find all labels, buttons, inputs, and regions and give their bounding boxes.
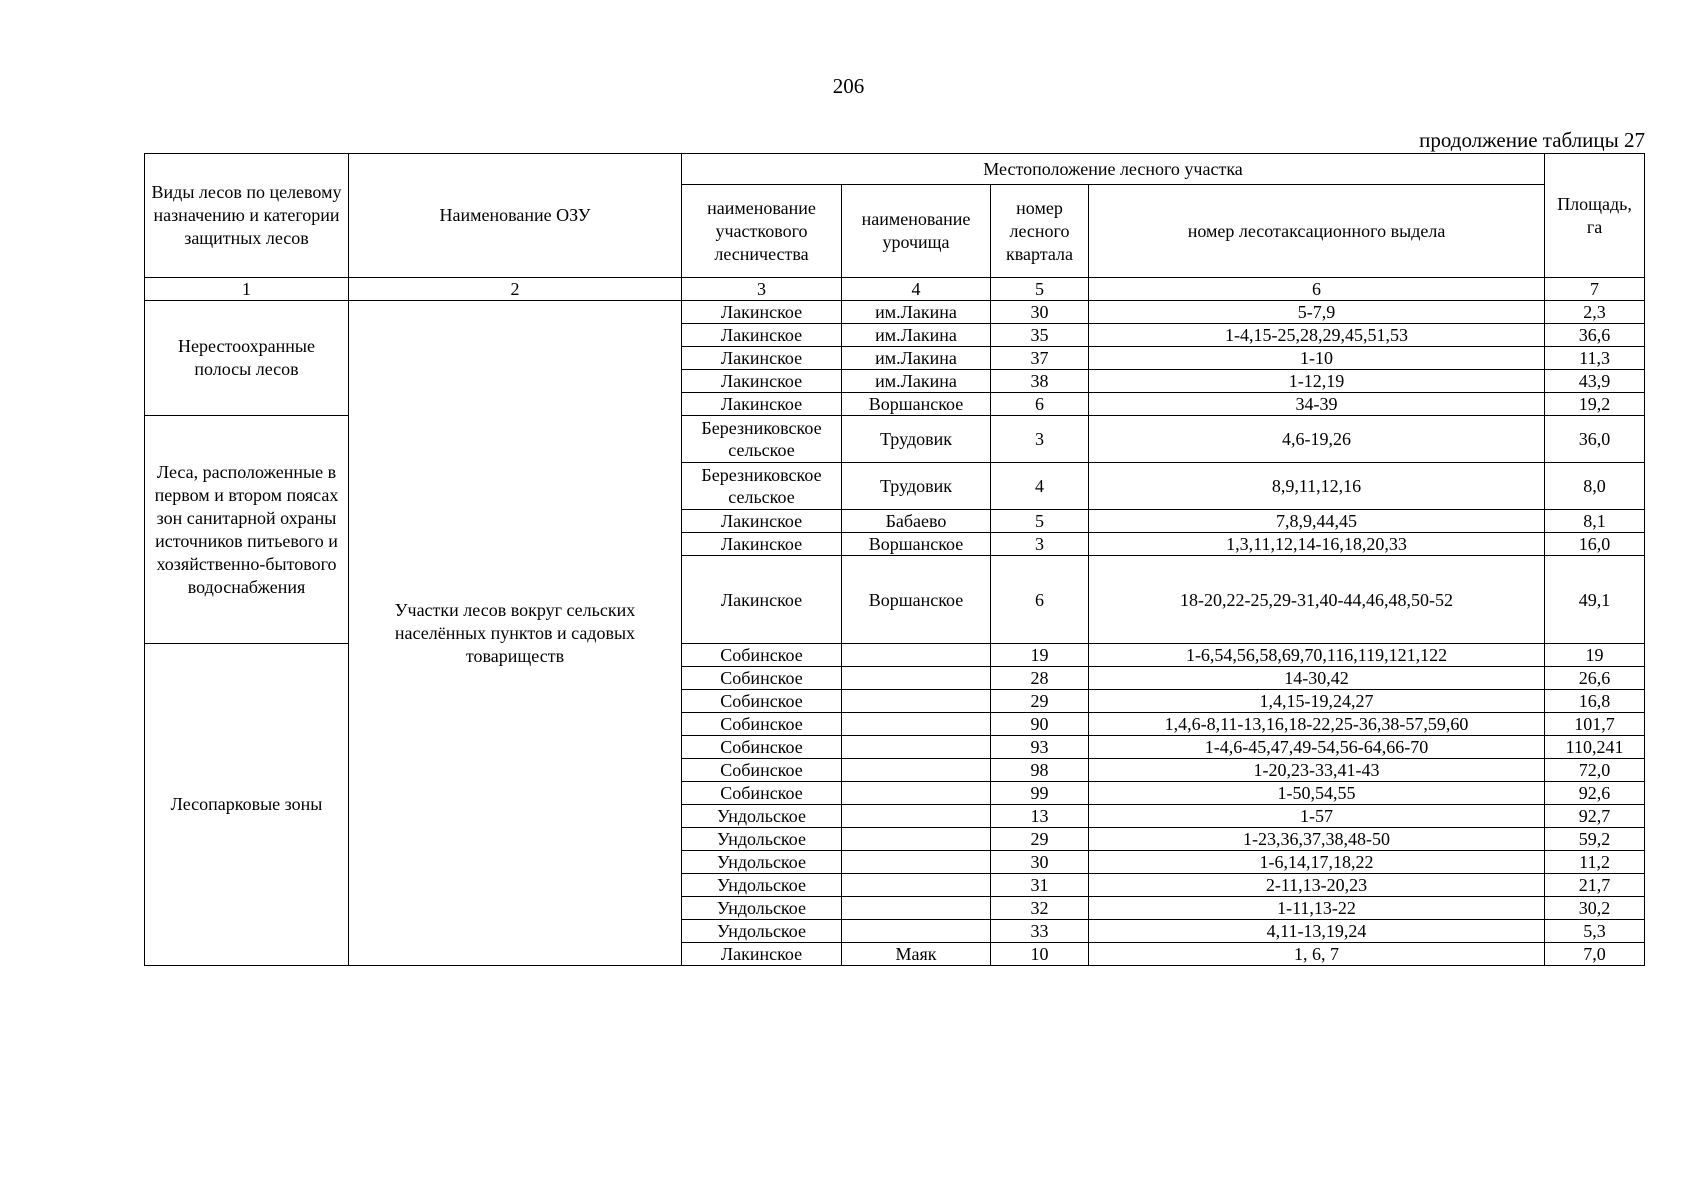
quarter-cell: 30 (991, 301, 1089, 324)
area-cell: 101,7 (1545, 713, 1645, 736)
forest-category-cell: Леса, расположенные в первом и втором поясах зон санитарной охраны источников питьевого и хозяйственно-бытового водоснабжения (145, 416, 349, 644)
area-cell: 8,1 (1545, 510, 1645, 533)
tract-cell (842, 759, 991, 782)
quarter-cell: 32 (991, 897, 1089, 920)
allotment-cell: 4,6-19,26 (1089, 416, 1545, 463)
header-area: Площадь, га (1545, 154, 1645, 278)
allotment-cell: 4,11-13,19,24 (1089, 920, 1545, 943)
quarter-cell: 38 (991, 370, 1089, 393)
forestry-cell: Березниковское сельское (682, 416, 842, 463)
column-number: 7 (1545, 278, 1645, 301)
quarter-cell: 31 (991, 874, 1089, 897)
column-number: 6 (1089, 278, 1545, 301)
header-allotment-number: номер лесотаксационного выдела (1089, 185, 1545, 278)
quarter-cell: 29 (991, 828, 1089, 851)
quarter-cell: 4 (991, 463, 1089, 510)
allotment-cell: 8,9,11,12,16 (1089, 463, 1545, 510)
column-number: 3 (682, 278, 842, 301)
area-cell: 72,0 (1545, 759, 1645, 782)
area-cell: 11,3 (1545, 347, 1645, 370)
area-cell: 21,7 (1545, 874, 1645, 897)
quarter-cell: 19 (991, 644, 1089, 667)
column-numbers-row (145, 278, 1645, 301)
area-cell: 19 (1545, 644, 1645, 667)
ozu-name-cell: Участки лесов вокруг сельских населённых пунктов и садовых товариществ (349, 301, 682, 966)
tract-cell (842, 713, 991, 736)
allotment-cell: 1-50,54,55 (1089, 782, 1545, 805)
tract-cell (842, 874, 991, 897)
allotment-cell: 1,3,11,12,14-16,18,20,33 (1089, 533, 1545, 556)
forestry-cell: Собинское (682, 644, 842, 667)
allotment-cell: 1-20,23-33,41-43 (1089, 759, 1545, 782)
page-number: 206 (832, 74, 865, 98)
allotment-cell: 1-6,14,17,18,22 (1089, 851, 1545, 874)
forestry-cell: Лакинское (682, 393, 842, 416)
quarter-cell: 6 (991, 556, 1089, 644)
area-cell: 19,2 (1545, 393, 1645, 416)
quarter-cell: 99 (991, 782, 1089, 805)
allotment-cell: 1-4,15-25,28,29,45,51,53 (1089, 324, 1545, 347)
allotment-cell: 34-39 (1089, 393, 1545, 416)
allotment-cell: 18-20,22-25,29-31,40-44,46,48,50-52 (1089, 556, 1545, 644)
tract-cell: Маяк (842, 943, 991, 966)
forestry-cell: Собинское (682, 782, 842, 805)
tract-cell: им.Лакина (842, 370, 991, 393)
allotment-cell: 2-11,13-20,23 (1089, 874, 1545, 897)
header-quarter-number: номер лесного квартала (991, 185, 1089, 278)
header-ozu-name: Наименование ОЗУ (349, 154, 682, 278)
forestry-cell: Лакинское (682, 301, 842, 324)
forestry-cell: Лакинское (682, 556, 842, 644)
tract-cell (842, 667, 991, 690)
tract-cell: им.Лакина (842, 347, 991, 370)
allotment-cell: 1-12,19 (1089, 370, 1545, 393)
forestry-cell: Ундольское (682, 874, 842, 897)
area-cell: 30,2 (1545, 897, 1645, 920)
forestry-cell: Собинское (682, 736, 842, 759)
area-cell: 26,6 (1545, 667, 1645, 690)
table-caption: продолжение таблицы 27 (1419, 128, 1645, 152)
area-cell: 36,6 (1545, 324, 1645, 347)
allotment-cell: 1,4,6-8,11-13,16,18-22,25-36,38-57,59,60 (1089, 713, 1545, 736)
quarter-cell: 35 (991, 324, 1089, 347)
area-cell: 2,3 (1545, 301, 1645, 324)
tract-cell: им.Лакина (842, 324, 991, 347)
tract-cell: им.Лакина (842, 301, 991, 324)
area-cell: 92,6 (1545, 782, 1645, 805)
allotment-cell: 1-10 (1089, 347, 1545, 370)
forestry-cell: Собинское (682, 667, 842, 690)
quarter-cell: 37 (991, 347, 1089, 370)
forest-category-cell: Нерестоохранные полосы лесов (145, 301, 349, 416)
area-cell: 43,9 (1545, 370, 1645, 393)
quarter-cell: 13 (991, 805, 1089, 828)
tract-cell: Воршанское (842, 556, 991, 644)
tract-cell: Воршанское (842, 393, 991, 416)
forest-category-cell: Лесопарковые зоны (145, 644, 349, 966)
column-number: 1 (145, 278, 349, 301)
header-forestry-name: наименование участкового лесничества (682, 185, 842, 278)
quarter-cell: 6 (991, 393, 1089, 416)
forestry-cell: Лакинское (682, 347, 842, 370)
allotment-cell: 1-11,13-22 (1089, 897, 1545, 920)
area-cell: 49,1 (1545, 556, 1645, 644)
header-forest-type: Виды лесов по целевому назначению и категории защитных лесов (145, 154, 349, 278)
forestry-cell: Ундольское (682, 828, 842, 851)
tract-cell (842, 828, 991, 851)
area-cell: 7,0 (1545, 943, 1645, 966)
quarter-cell: 29 (991, 690, 1089, 713)
tract-cell (842, 897, 991, 920)
tract-cell: Бабаево (842, 510, 991, 533)
area-cell: 59,2 (1545, 828, 1645, 851)
quarter-cell: 3 (991, 533, 1089, 556)
quarter-cell: 28 (991, 667, 1089, 690)
forestry-cell: Лакинское (682, 324, 842, 347)
header-location-group: Местоположение лесного участка (682, 154, 1545, 185)
forestry-cell: Ундольское (682, 851, 842, 874)
quarter-cell: 10 (991, 943, 1089, 966)
tract-cell (842, 920, 991, 943)
quarter-cell: 90 (991, 713, 1089, 736)
quarter-cell: 3 (991, 416, 1089, 463)
tract-cell: Трудовик (842, 463, 991, 510)
allotment-cell: 14-30,42 (1089, 667, 1545, 690)
tract-cell (842, 736, 991, 759)
area-cell: 92,7 (1545, 805, 1645, 828)
quarter-cell: 93 (991, 736, 1089, 759)
column-number: 4 (842, 278, 991, 301)
tract-cell (842, 782, 991, 805)
forestry-cell: Лакинское (682, 943, 842, 966)
area-cell: 5,3 (1545, 920, 1645, 943)
quarter-cell: 5 (991, 510, 1089, 533)
column-number: 5 (991, 278, 1089, 301)
forestry-cell: Лакинское (682, 533, 842, 556)
area-cell: 36,0 (1545, 416, 1645, 463)
forestry-cell: Собинское (682, 759, 842, 782)
area-cell: 16,0 (1545, 533, 1645, 556)
forestry-cell: Ундольское (682, 920, 842, 943)
area-cell: 8,0 (1545, 463, 1645, 510)
tract-cell (842, 644, 991, 667)
quarter-cell: 30 (991, 851, 1089, 874)
allotment-cell: 1,4,15-19,24,27 (1089, 690, 1545, 713)
forest-plots-table (144, 153, 1645, 966)
allotment-cell: 1-23,36,37,38,48-50 (1089, 828, 1545, 851)
tract-cell: Воршанское (842, 533, 991, 556)
forestry-cell: Ундольское (682, 805, 842, 828)
quarter-cell: 98 (991, 759, 1089, 782)
allotment-cell: 1, 6, 7 (1089, 943, 1545, 966)
tract-cell (842, 851, 991, 874)
forestry-cell: Лакинское (682, 370, 842, 393)
area-cell: 110,241 (1545, 736, 1645, 759)
forestry-cell: Лакинское (682, 510, 842, 533)
allotment-cell: 1-57 (1089, 805, 1545, 828)
header-tract-name: наименование урочища (842, 185, 991, 278)
area-cell: 16,8 (1545, 690, 1645, 713)
tract-cell (842, 690, 991, 713)
forestry-cell: Собинское (682, 690, 842, 713)
table-row (145, 301, 1645, 324)
tract-cell: Трудовик (842, 416, 991, 463)
forestry-cell: Березниковское сельское (682, 463, 842, 510)
column-number: 2 (349, 278, 682, 301)
forestry-cell: Собинское (682, 713, 842, 736)
allotment-cell: 7,8,9,44,45 (1089, 510, 1545, 533)
allotment-cell: 1-4,6-45,47,49-54,56-64,66-70 (1089, 736, 1545, 759)
allotment-cell: 5-7,9 (1089, 301, 1545, 324)
area-cell: 11,2 (1545, 851, 1645, 874)
forestry-cell: Ундольское (682, 897, 842, 920)
quarter-cell: 33 (991, 920, 1089, 943)
allotment-cell: 1-6,54,56,58,69,70,116,119,121,122 (1089, 644, 1545, 667)
tract-cell (842, 805, 991, 828)
